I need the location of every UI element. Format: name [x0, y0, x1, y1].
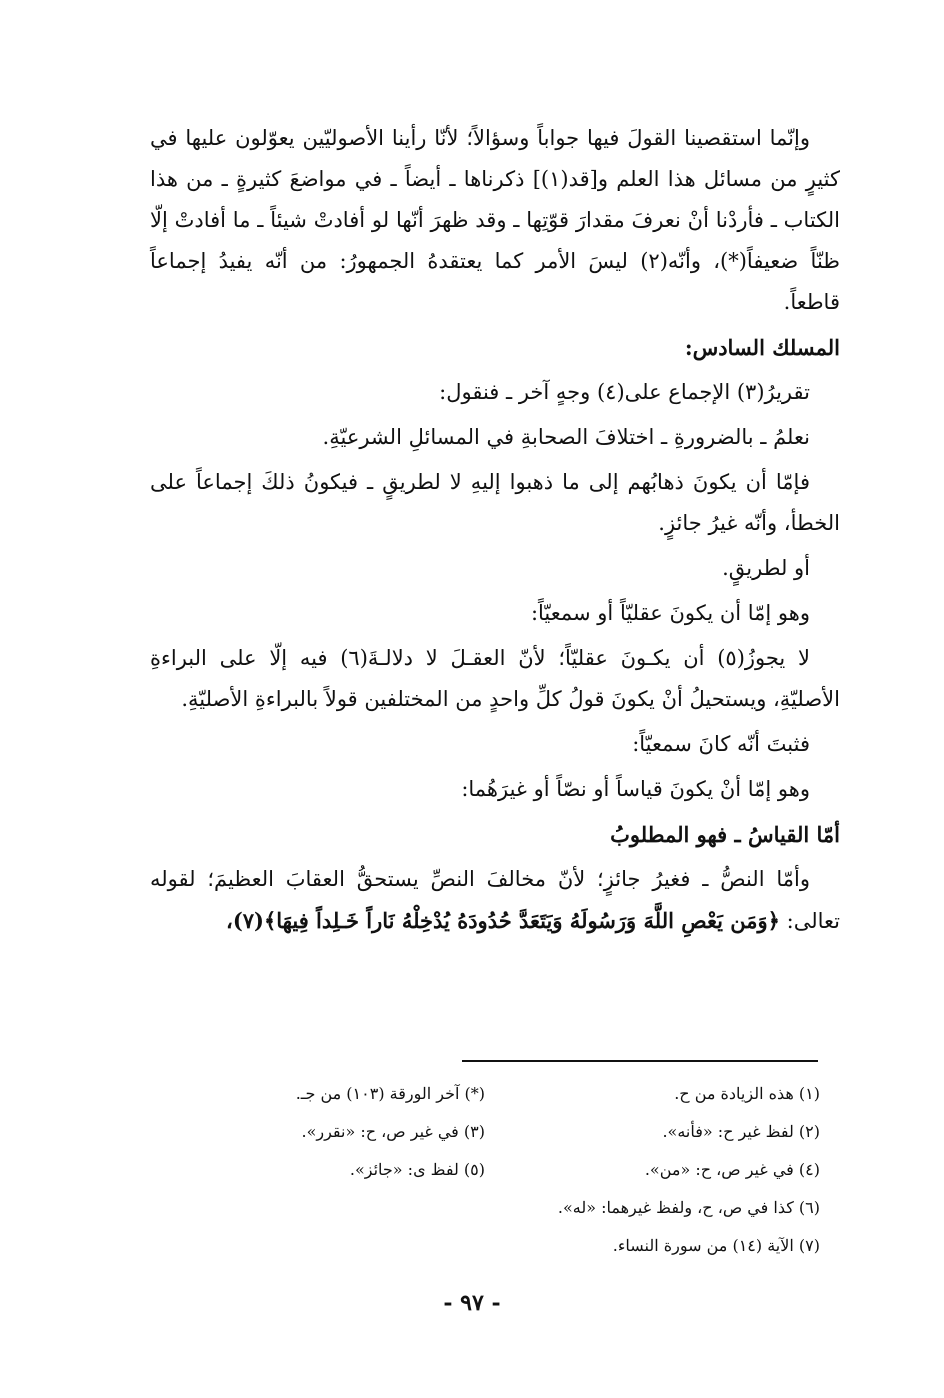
nass-text: وأمّا النصُّ ـ فغيرُ جائزٍ؛ لأنّ مخالفَ النصِّ يستحقُّ العقابَ العظيمَ؛ لقوله تعالى: [150, 867, 840, 933]
paragraph-second-case: أو لطريقٍ. [722, 556, 810, 580]
paragraph-ikhtilaf: نعلمُ ـ بالضرورةِ ـ اختلافَ الصحابةِ في المسائلِ الشرعيّةِ. [322, 425, 810, 449]
footnote-separator [462, 1060, 818, 1062]
footnote-star: (*) آخر الورقة (١٠٣) من جـ. [295, 1084, 485, 1103]
footnote-row [150, 1151, 820, 1189]
paragraph-qiyas: أمّا القياسُ ـ فهو المطلوبُ [610, 822, 840, 847]
footnote-3: (٣) في غير ص، ح: «نقرر». [301, 1122, 485, 1141]
section-heading: المسلك السادس: [684, 335, 840, 360]
main-text [150, 118, 840, 950]
paragraph-taqrir: تقريرُ(٣) الإجماع على(٤) وجهٍ آخر ـ فنقول: [439, 380, 810, 404]
paragraph-aqli-samii: وهو إمّا أن يكونَ عقليّاً أو سمعيّاً: [530, 601, 810, 625]
footnotes [150, 1075, 820, 1265]
footnote-7: (٧) الآية (١٤) من سورة النساء. [612, 1236, 820, 1255]
page-number: - ٩٧ - [443, 1290, 501, 1316]
footnote-row [150, 1075, 820, 1113]
paragraph-not-aqli: لا يجوزُ(٥) أن يكـونَ عقليّاً؛ لأنّ العقـلَ لا دلالـةَ(٦) فيه إلّا على البراءةِ الأصليّةِ، ويستحيلُ أنْ يكونَ قولُ كلِّ واحدٍ من المختلفين قولاً بالبراءةِ الأصليّةِ. [150, 646, 840, 711]
paragraph-qiyas-nass: وهو إمّا أنْ يكونَ قياساً أو نصّاً أو غيرَهُما: [461, 777, 810, 801]
quran-verse: ﴿وَمَن يَعْصِ اللَّهَ وَرَسُولَهُ وَيَتَعَدَّ حُدُودَهُ يُدْخِلْهُ نَاراً خَـلِداً فِيهَا﴾(٧)، [226, 908, 780, 933]
footnote-5: (٥) لفظ ى: «جائز». [349, 1160, 485, 1179]
footnote-row [150, 1227, 820, 1265]
footnote-1: (١) هذه الزيادة من ح. [674, 1084, 820, 1103]
paragraph-first-case: فإمّا أن يكونَ ذهابُهم إلى ما ذهبوا إليهِ لا لطريقٍ ـ فيكونُ ذلكَ إجماعاً على الخطأ، وأنّه غيرُ جائزٍ. [150, 470, 840, 535]
footnote-row [150, 1113, 820, 1151]
paragraph-intro: وإنّما استقصينا القولَ فيها جواباً وسؤالاً؛ لأنّا رأينا الأصوليّين يعوّلون عليها في كثيرٍ من مسائل هذا العلم و[قد(١)] ذكرناها ـ أيضاً ـ في مواضعَ كثيرةٍ ـ من هذا الكتاب ـ فأردْنا أنْ نعرفَ مقدارَ قوّتِها ـ وقد ظهرَ أنّها لو أفادتْ شيئاً ـ ما أفادتْ إلّا ظنّاً ضعيفاً(*)، وأنّه(٢) ليسَ الأمر كما يعتقدهُ الجمهورُ: من أنّه يفيدُ إجماعاً قاطعاً. [150, 126, 841, 314]
paragraph-nass [150, 859, 840, 942]
paragraph-samii: فثبتَ أنّه كانَ سمعيّاً: [632, 732, 810, 756]
footnote-4: (٤) في غير ص، ح: «من». [644, 1160, 820, 1179]
footnote-6: (٦) كذا في ص، ح، ولفظ غيرهما: «له». [557, 1198, 820, 1217]
footnote-2: (٢) لفظ غير ح: «فأنه». [662, 1122, 820, 1141]
footnote-row [150, 1189, 820, 1227]
